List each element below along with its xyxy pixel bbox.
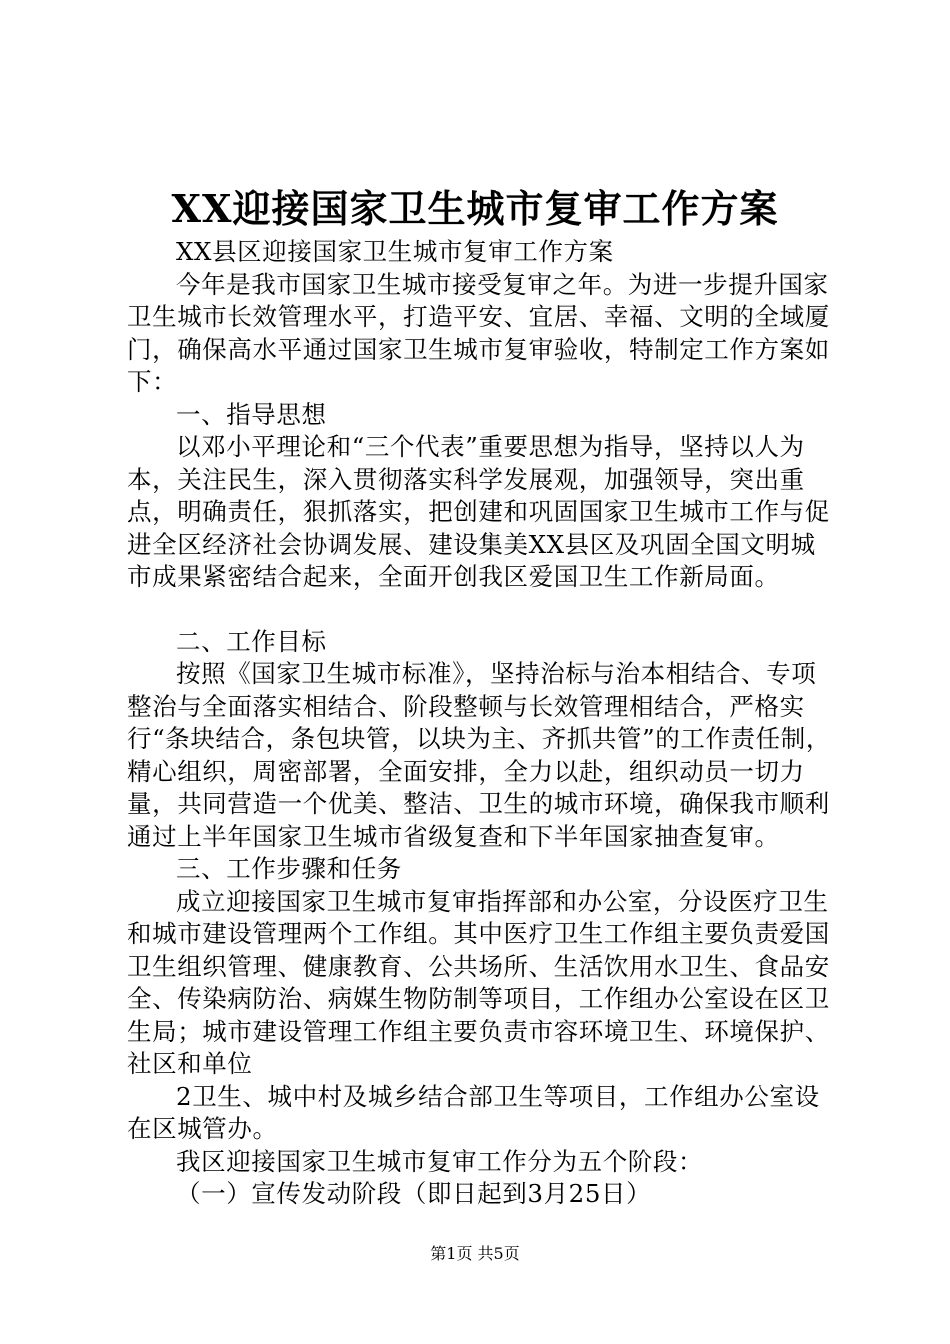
work-steps-continuation-paragraph: 2卫生、城中村及城乡结合部卫生等项目，工作组办公室设在区城管办。: [127, 1081, 820, 1143]
section-heading-guiding-thought: 一、指导思想: [176, 399, 327, 429]
intro-paragraph: 今年是我市国家卫生城市接受复审之年。为进一步提升国家卫生城市长效管理水平，打造平安、宜居、幸福、文明的全域厦门，确保高水平通过国家卫生城市复审验收，特制定工作方案如下：: [127, 269, 830, 396]
work-steps-paragraph: 成立迎接国家卫生城市复审指挥部和办公室，分设医疗卫生和城市建设管理两个工作组。其中医疗卫生工作组主要负责爱国卫生组织管理、健康教育、公共场所、生活饮用水卫生、食品安全、传染病防治、病媒生物防制等项目，工作组办公室设在区卫生局；城市建设管理工作组主要负责市容环境卫生、环境保护、社区和单位: [127, 886, 830, 1078]
page-number-footer: 第1页 共5页: [430, 1244, 520, 1263]
stages-intro-paragraph: 我区迎接国家卫生城市复审工作分为五个阶段：: [176, 1146, 704, 1176]
stage-one-heading: （一）宣传发动阶段（即日起到3月25日）: [176, 1179, 652, 1208]
document-title: XX迎接国家卫生城市复审工作方案: [171, 186, 779, 231]
section-heading-work-steps: 三、工作步骤和任务: [176, 854, 402, 883]
section-heading-work-goals: 二、工作目标: [176, 626, 327, 656]
guiding-thought-paragraph: 以邓小平理论和“三个代表”重要思想为指导，坚持以人为本，关注民生，深入贯彻落实科学发展观，加强领导，突出重点，明确责任，狠抓落实，把创建和巩固国家卫生城市工作与促进全区经济社会协调发展、建设集美XX县区及巩固全国文明城市成果紧密结合起来，全面开创我区爱国卫生工作新局面。: [127, 432, 830, 591]
subtitle-paragraph: XX县区迎接国家卫生城市复审工作方案: [176, 237, 614, 266]
work-goals-paragraph: 按照《国家卫生城市标准》，坚持治标与治本相结合、专项整治与全面落实相结合、阶段整顿与长效管理相结合，严格实行“条块结合，条包块管，以块为主、齐抓共管”的工作责任制，精心组织，周密部署，全面安排，全力以赴，组织动员一切力量，共同营造一个优美、整洁、卫生的城市环境，确保我市顺利通过上半年国家卫生城市省级复查和下半年国家抽查复审。: [127, 659, 831, 851]
document-body: [127, 236, 837, 1211]
